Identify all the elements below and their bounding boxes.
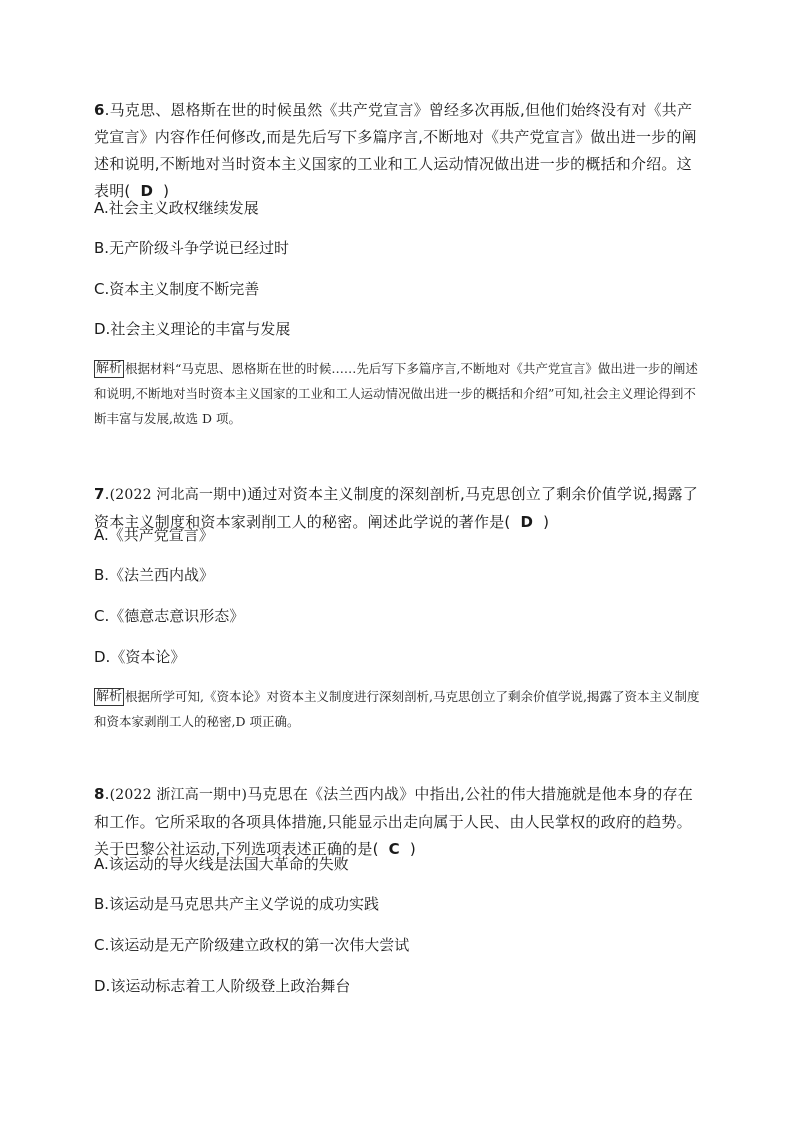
question-7-source: (2022 河北高一期中) (109, 487, 248, 503)
question-6-analysis (94, 356, 704, 431)
question-6-number: 6 (94, 101, 105, 119)
question-7-analysis-text: 根据所学可知,《资本论》对资本主义制度进行深刻剖析,马克思创立了剩余价值学说,揭露了资本主义制度和资本家剥削工人的秘密,D 项正确。 (94, 689, 700, 729)
analysis-tag: 解析 (96, 689, 123, 704)
question-8-stem: 8.(2022 浙江高一期中)马克思在《法兰西内战》中指出,公社的伟大措施就是他本身的存在和工作。它所采取的各项具体措施,只能显示出走向属于人民、由人民掌权的政府的趋势。关于巴黎公社运动,下列选项表述正确的是( C ) (94, 781, 704, 863)
question-8-option-c[interactable]: C.该运动是无产阶级建立政权的第一次伟大尝试 (94, 936, 410, 954)
question-8-number: 8 (94, 785, 105, 803)
question-7-option-b[interactable]: B.《法兰西内战》 (94, 566, 215, 584)
question-7-option-a[interactable]: A.《共产党宣言》 (94, 526, 214, 544)
question-7-text: 通过对资本主义制度的深刻剖析,马克思创立了剩余价值学说,揭露了资本主义制度和资本家剥削工人的秘密。阐述此学说的著作是( (94, 485, 698, 531)
question-7-stem: 7.(2022 河北高一期中)通过对资本主义制度的深刻剖析,马克思创立了剩余价值学说,揭露了资本主义制度和资本家剥削工人的秘密。阐述此学说的著作是( D ) (94, 481, 704, 536)
question-6-option-b[interactable]: B.无产阶级斗争学说已经过时 (94, 239, 290, 257)
question-8-text: 马克思在《法兰西内战》中指出,公社的伟大措施就是他本身的存在和工作。它所采取的各项具体措施,只能显示出走向属于人民、由人民掌权的政府的趋势。关于巴黎公社运动,下列选项表述正确的是( (94, 785, 693, 858)
analysis-tag: 解析 (96, 361, 123, 376)
question-7-answer: D (520, 513, 534, 531)
question-8-answer: C (388, 840, 400, 858)
question-7-option-c[interactable]: C.《德意志意识形态》 (94, 607, 245, 625)
question-6-option-c[interactable]: C.资本主义制度不断完善 (94, 280, 260, 298)
question-8-option-a[interactable]: A.该运动的导火线是法国大革命的失败 (94, 855, 349, 873)
question-7-option-d[interactable]: D.《资本论》 (94, 648, 186, 666)
question-6-answer: D (140, 182, 154, 200)
question-7-number: 7 (94, 485, 105, 503)
question-8-source: (2022 浙江高一期中) (109, 787, 248, 803)
question-7-analysis (94, 684, 704, 734)
question-7-close-paren: ) (543, 513, 550, 531)
question-8-option-b[interactable]: B.该运动是马克思共产主义学说的成功实践 (94, 895, 380, 913)
question-8-close-paren: ) (409, 840, 416, 858)
question-8-option-d[interactable]: D.该运动标志着工人阶级登上政治舞台 (94, 977, 351, 995)
question-6-stem: 6.马克思、恩格斯在世的时候虽然《共产党宣言》曾经多次再版,但他们始终没有对《共产党宣言》内容作任何修改,而是先后写下多篇序言,不断地对《共产党宣言》做出进一步的阐述和说明,不断地对当时资本主义国家的工业和工人运动情况做出进一步的概括和介绍。这表明( D ) (94, 97, 704, 205)
question-6-text: 马克思、恩格斯在世的时候虽然《共产党宣言》曾经多次再版,但他们始终没有对《共产党宣言》内容作任何修改,而是先后写下多篇序言,不断地对《共产党宣言》做出进一步的阐述和说明,不断地对当时资本主义国家的工业和工人运动情况做出进一步的概括和介绍。这表明( (94, 101, 697, 200)
question-6-close-paren: ) (163, 182, 170, 200)
question-6-analysis-text: 根据材料“马克思、恩格斯在世的时候……先后写下多篇序言,不断地对《共产党宣言》做出进一步的阐述和说明,不断地对当时资本主义国家的工业和工人运动情况做出进一步的概括和介绍”可知,社会主义理论得到不断丰富与发展,故选 D 项。 (94, 361, 698, 426)
question-6-option-d[interactable]: D.社会主义理论的丰富与发展 (94, 320, 291, 338)
question-6-option-a[interactable]: A.社会主义政权继续发展 (94, 199, 259, 217)
